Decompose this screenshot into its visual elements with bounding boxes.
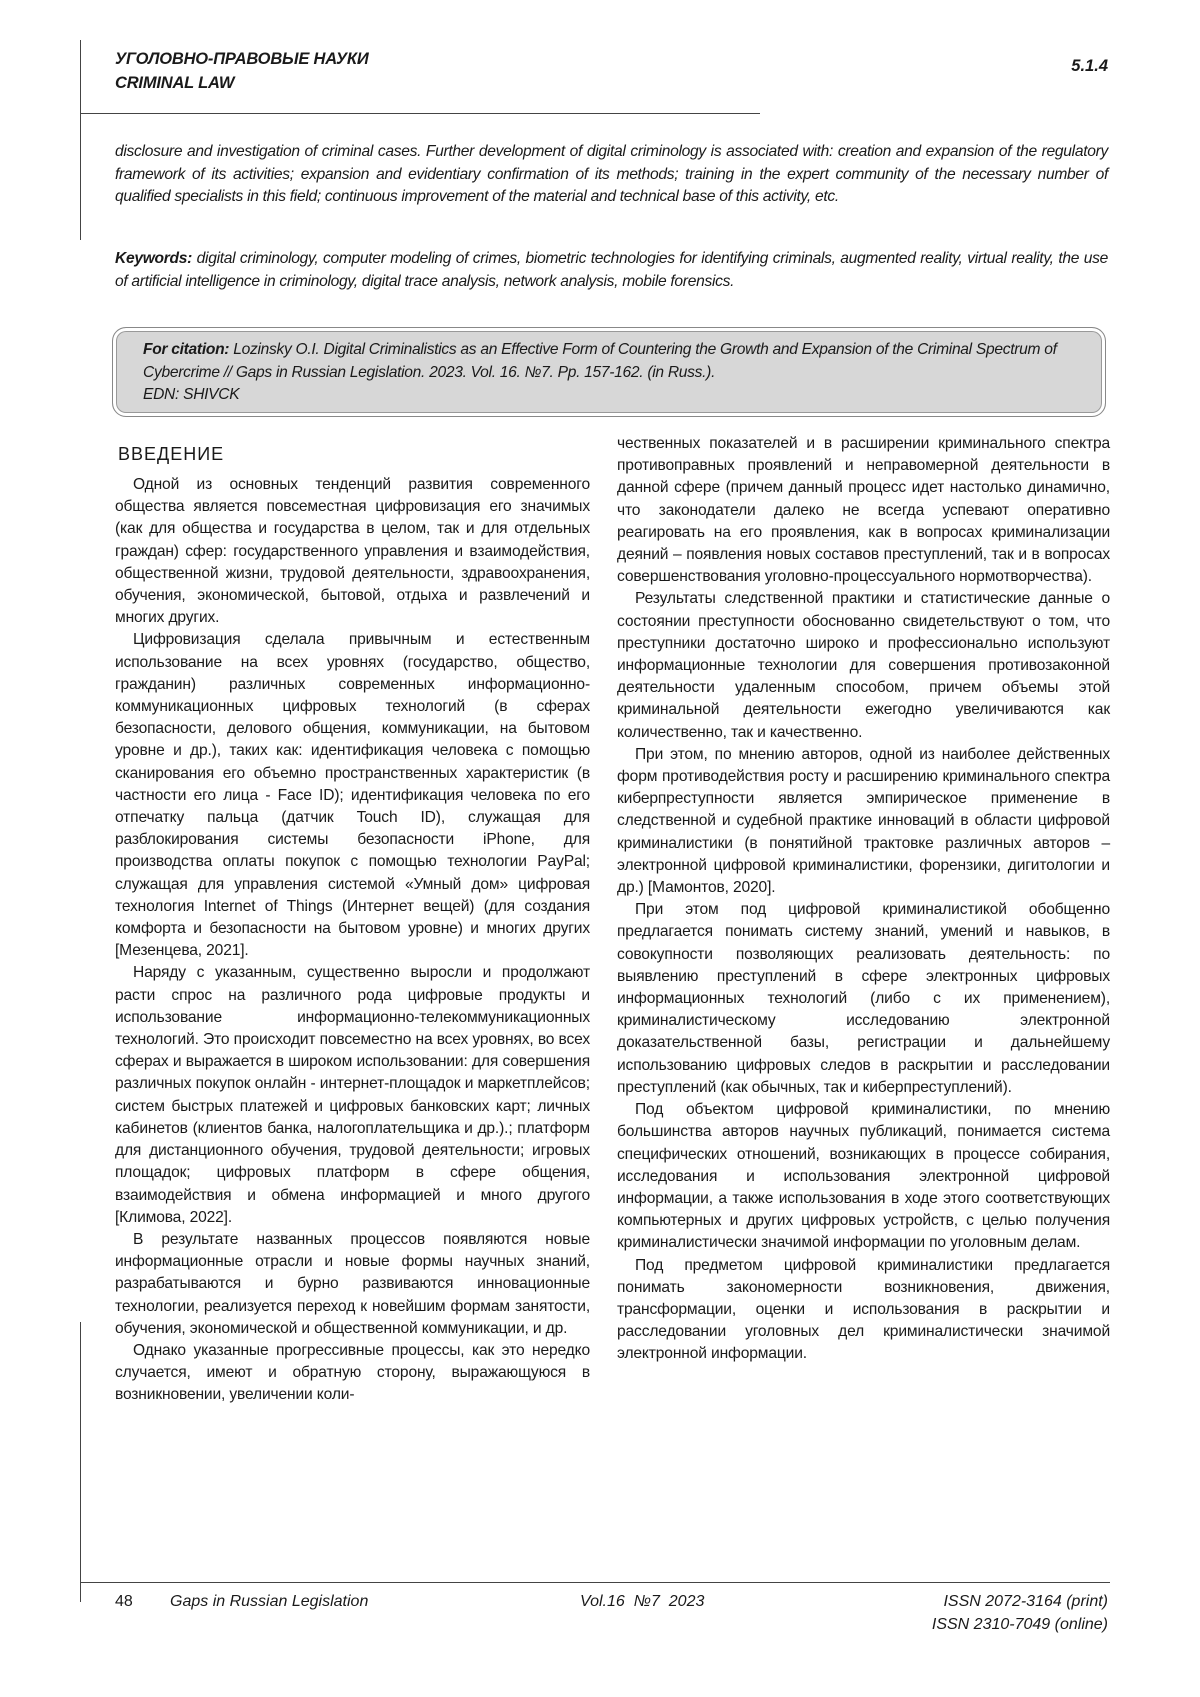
paragraph: Под объектом цифровой криминалистики, по мнению большинства авторов научных публикаций, понимается система специфических отношений, возникающих в процессе собирания, исследования и использования электронной цифровой информации, а также использования в ходе этого соответствующих компьютерных и других цифровых устройств, с целью получения криминалистически значимой информации по уголовным делам. <box>617 1099 1110 1254</box>
keywords-label: Keywords: <box>115 250 192 267</box>
paragraph: Наряду с указанным, существенно выросли и продолжают расти спрос на различного рода цифровые продукты и использование информационно-телекоммуникационных технологий. Это происходит повсеместно на всех уровнях, во всех сферах и выражается в широком использовании: для совершения различных покупок онлайн - интернет-площадок и маркетплейсов; систем быстрых платежей и цифровых банковских карт; личных кабинетов (клиентов банка, налогоплательщика и др.).; платформ для дистанционного обучения, трудовой деятельности; игровых площадок; цифровых платформ в сфере общения, взаимодействия и обмена информацией и много другого [Климова, 2022]. <box>115 962 590 1228</box>
margin-rule-bottom <box>80 1322 81 1602</box>
paragraph: При этом под цифровой криминалистикой обобщенно предлагается понимать систему знаний, умений и навыков, в совокупности позволяющих реализовать деятельность: по выявлению преступлений в сфере электронных цифровых информационных технологий (либо с их применением), криминалистическому исследованию электронной доказательственной базы, регистрации и дальнейшему использованию цифровых следов в раскрытии и расследовании преступлений (как обычных, так и киберпреступлений). <box>617 899 1110 1099</box>
paragraph: В результате названных процессов появляются новые информационные отрасли и новые формы научных знаний, разрабатываются и бурно развиваются инновационные технологии, реализуется переход к новейшим формам занятости, обучения, экономической и общественной коммуникации, и др. <box>115 1229 590 1340</box>
abstract-tail: disclosure and investigation of criminal cases. Further development of digital criminology is associated with: creation and expansion of the regulatory framework of its activities; expansion and evidentiary confirmation of its methods; training in the expert community of the necessary number of qualified specialists in this field; continuous improvement of the material and technical base of this activity, etc. <box>115 141 1108 209</box>
paragraph: Под предметом цифровой криминалистики предлагается понимать закономерности возникновения, движения, трансформации, оценки и использования в раскрытии и расследовании уголовных дел криминалистически значимой электронной информации. <box>617 1255 1110 1366</box>
right-column <box>617 433 1110 1366</box>
paragraph: Результаты следственной практики и статистические данные о состоянии преступности обоснованно свидетельствуют о том, что преступники достаточно широко и профессионально используют информационные технологии для совершения противозаконной деятельности удаленным способом, причем объемы этой криминальной деятельности ежегодно увеличиваются как количественно, так и качественно. <box>617 588 1110 743</box>
keywords <box>115 248 1108 293</box>
left-column <box>115 474 590 1407</box>
paragraph-continued: чественных показателей и в расширении криминального спектра противоправных проявлений и неправомерной деятельности в данной сфере (причем данный процесс идет настолько динамично, что законодатели далеко не всегда успевают оперативно реагировать на его проявления, как в вопросах криминализации деяний – появления новых составов преступлений, так и в вопросах совершенствования уголовно-процессуального нормотворчества). <box>617 433 1110 588</box>
header-section-ru: УГОЛОВНО-ПРАВОВЫЕ НАУКИ <box>115 50 369 69</box>
footer-rule <box>80 1582 1110 1583</box>
citation-text: Lozinsky O.I. Digital Criminalistics as an Effective Form of Countering the Growth and Expansion of the Criminal Spectrum of Cybercrime // Gaps in Russian Legislation. 2023. Vol. 16. №7. Pp. 157-162. (in Russ.). <box>143 341 1057 381</box>
paragraph: При этом, по мнению авторов, одной из наиболее действенных форм противодействия росту и расширению криминального спектра киберпреступности является эмпирическое применение в следственной и судебной практике инноваций в области цифровой криминалистики (в понятийной трактовке различных авторов – электронной цифровой криминалистики, форензики, дигитологии и др.) [Мамонтов, 2020]. <box>617 744 1110 899</box>
citation-edn: EDN: SHIVCK <box>143 386 239 403</box>
issue-info: Vol.16 №7 2023 <box>580 1593 704 1611</box>
header-section-en: CRIMINAL LAW <box>115 74 234 93</box>
page-number: 48 <box>115 1593 133 1611</box>
keywords-text: digital criminology, computer modeling of crimes, biometric technologies for identifying criminals, augmented reality, virtual reality, the use of artificial intelligence in criminology, digital trace analysis, network analysis, mobile forensics. <box>115 250 1108 290</box>
paragraph: Цифровизация сделала привычным и естественным использование на всех уровнях (государство, общество, гражданин) различных современных информационно-коммуникационных цифровых технологий (в сферах безопасности, делового общения, коммуникации, на бытовом уровне и др.), таких как: идентификация человека с помощью сканирования его объемно пространственных характеристик (в частности его лица - Face ID); идентификация человека по его отпечатку пальца (датчик Touch ID), служащая для разблокирования системы безопасности iPhone, для производства оплаты покупок с помощью технологии PayPal; служащая для управления системой «Умный дом» цифровая технология Internet of Things (Интернет вещей) (для создания комфорта и безопасности на бытовом уровне) и многих других [Мезенцева, 2021]. <box>115 629 590 962</box>
specialty-code: 5.1.4 <box>1071 57 1108 76</box>
issn-print: ISSN 2072-3164 (print) <box>943 1593 1108 1611</box>
margin-rule-top <box>80 40 81 240</box>
issn-online: ISSN 2310-7049 (online) <box>932 1616 1108 1634</box>
header-rule <box>80 113 760 114</box>
section-title: ВВЕДЕНИЕ <box>118 444 224 465</box>
paragraph: Одной из основных тенденций развития современного общества является повсеместная цифровизация его значимых (как для общества и государства в целом, так и для отдельных граждан) сфер: государственного управления и взаимодействия, общественной жизни, трудовой деятельности, здравоохранения, обучения, экономической, бытовой, отдыха и развлечений и многих других. <box>115 474 590 629</box>
citation-label: For citation: <box>143 341 229 358</box>
citation-box <box>112 327 1106 417</box>
paragraph: Однако указанные прогрессивные процессы, как это нередко случается, имеют и обратную сторону, выражающуюся в возникновении, увеличении коли- <box>115 1340 590 1407</box>
journal-name: Gaps in Russian Legislation <box>170 1593 368 1611</box>
